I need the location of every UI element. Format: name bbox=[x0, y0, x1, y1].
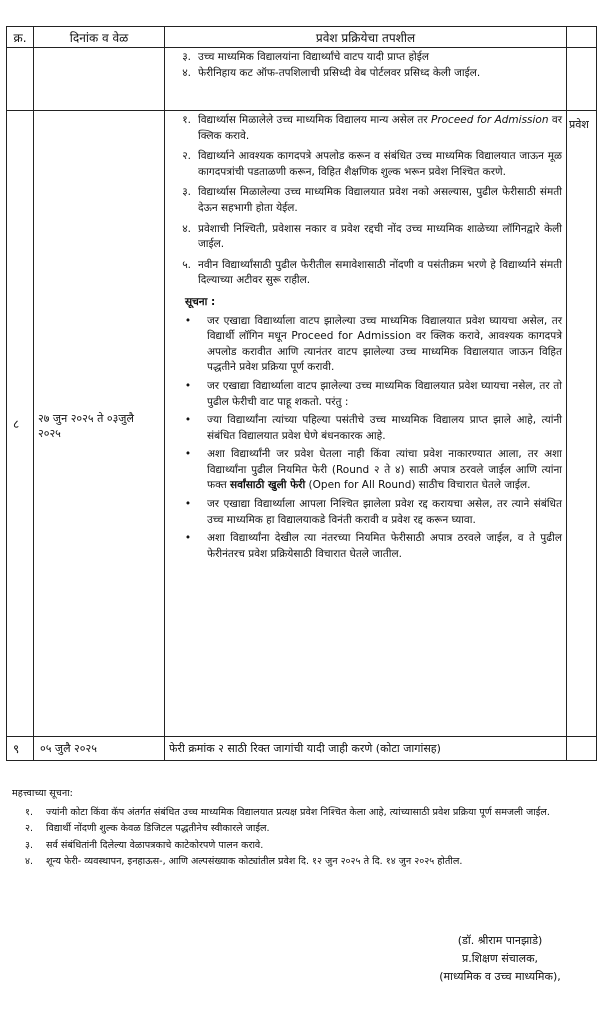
bullet-item: • ज्या विद्यार्थ्यांना त्यांच्या पहिल्या पसंतीचे उच्च माध्यमिक विद्यालय प्राप्त झाले आहे, त्यांनी संबंधित विद्यालयात प्रवेश घेणे बंधनकारक आहे. bbox=[169, 413, 566, 444]
important-notes bbox=[12, 786, 592, 871]
bullet-item: • जर एखाद्या विद्यार्थ्याला आपला निश्चित झालेला प्रवेश रद्द करायचा असेल, तर त्याने संबंधित उच्च माध्यमिक हा विद्यालयाकडे विनंती करावी व प्रवेश रद्द करून घ्यावा. bbox=[169, 497, 566, 528]
signatory-designation: प्र.शिक्षण संचालक, bbox=[461, 952, 539, 965]
header-details: प्रवेश प्रक्रियेचा तपशील bbox=[165, 27, 567, 48]
prev-extra-cell bbox=[567, 48, 597, 111]
list-item: ४. फेरीनिहाय कट ऑफ-तपशिलाची प्रसिध्दी वेब पोर्टलवर प्रसिध्द केली जाईल. bbox=[182, 66, 481, 79]
list-item: ३. उच्च माध्यमिक विद्यालयांना विद्यार्थ्यांचे वाटप यादी प्राप्त होईल bbox=[182, 51, 430, 63]
notes-title: महत्त्वाच्या सूचना: bbox=[12, 788, 73, 799]
bullet-item: • अशा विद्यार्थ्यांनी जर प्रवेश घेतला नाही किंवा त्यांचा प्रवेश नाकारण्यात आला, तर अशा विद्यार्थ्यांना पुढील नियमित फेरी (Round २ ते ४) साठी अपात्र ठरवले जाईल आणि त्यांना फक्त सर्वांसाठी खुली फेरी (Open for All Round) साठीच विचारात घेतले जाईल. bbox=[169, 447, 566, 494]
row9-extra bbox=[567, 737, 597, 761]
header-sr: क्र. bbox=[7, 27, 34, 48]
list-item: ५. नवीन विद्यार्थ्यांसाठी पुढील फेरीतील समावेशासाठी नोंदणी व पसंतीक्रम भरणे हे विद्यार्थ्याने संमती दिल्याच्या अटीवर सुरू राहील. bbox=[182, 258, 562, 287]
notes-label: सूचना : bbox=[185, 295, 216, 308]
signatory-name: (डॉ. श्रीराम पानझाडे) bbox=[457, 934, 543, 947]
row9-details: फेरी क्रमांक २ साठी रिक्त जागांची यादी जाही करणे (कोटा जागांसह) bbox=[165, 737, 567, 761]
list-item: १. ज्यांनी कोटा किंवा कॅप अंतर्गत संबंधित उच्च माध्यमिक विद्यालयात प्रत्यक्ष प्रवेश निश्चित केला आहे, त्यांच्यासाठी प्रवेश प्रक्रिया पूर्ण समजली जाईल. bbox=[24, 806, 550, 818]
bullet-icon: • bbox=[184, 414, 192, 427]
table-row-9 bbox=[7, 737, 597, 761]
list-item: ४. शून्य फेरी- व्यवस्थापन, इनहाऊस-, आणि अल्पसंख्याक कोट्यांतील प्रवेश दि. १२ जुन २०२५ ते दि. १४ जुन २०२५ होतील. bbox=[24, 856, 463, 867]
bullet-item: • जर एखाद्या विद्यार्थ्याला वाटप झालेल्या उच्च माध्यमिक विद्यालयात प्रवेश घ्यायचा नसेल, तर तो पुढील फेरीची वाट पाहू शकतो. परंतु : bbox=[169, 379, 566, 410]
list-item: ४. प्रवेशाची निश्चिती, प्रवेशास नकार व प्रवेश रद्दची नोंद उच्च माध्यमिक शाळेच्या लॉगिनद्वारे केली जाईल. bbox=[182, 222, 562, 251]
prev-details-cell bbox=[165, 48, 567, 111]
header-extra bbox=[567, 27, 597, 48]
list-item: २. विद्यार्थी नोंदणी शुल्क केवळ डिजिटल पद्धतीनेच स्वीकारले जाईल. bbox=[24, 823, 270, 834]
table-row-8 bbox=[7, 111, 597, 737]
signature-block bbox=[400, 932, 600, 986]
list-item: ३. विद्यार्थ्यास मिळालेल्या उच्च माध्यमिक विद्यालयात प्रवेश नको असल्यास, पुढील फेरीसाठी संमती देऊन सहभागी होता येईल. bbox=[182, 186, 562, 214]
header-date: दिनांक व वेळ bbox=[34, 27, 165, 48]
row8-date: २७ जुन २०२५ ते ०३जुलै २०२५ bbox=[34, 111, 165, 737]
prev-date-cell bbox=[34, 48, 165, 111]
list-item: ३. सर्व संबंधितांनी दिलेल्या वेळापत्रकाचे काटेकोरपणे पालन करावे. bbox=[24, 839, 264, 851]
bullet-icon: • bbox=[184, 314, 192, 327]
bullet-icon: • bbox=[184, 379, 192, 392]
bullet-item: • अशा विद्यार्थ्यांना देखील त्या नंतरच्या नियमित फेरीसाठी अपात्र ठरवले जाईल, व ते पुढील फेरीनंतरच प्रवेश प्रक्रियेसाठी विचारात घेतले जातील. bbox=[169, 531, 566, 562]
list-item: १. विद्यार्थ्यास मिळालेले उच्च माध्यमिक विद्यालय मान्य असेल तर Proceed for Admission वर क्लिक करावे. bbox=[182, 114, 563, 142]
table-row-previous bbox=[7, 48, 597, 111]
row9-sr: ९ bbox=[7, 737, 34, 761]
list-item: २. विद्यार्थ्याने आवश्यक कागदपत्रे अपलोड करून व संबंधित उच्च माध्यमिक विद्यालयात जाऊन मूळ कागदपत्रांची पडताळणी करून, विहित शैक्षणिक शुल्क भरून प्रवेश निश्चित करणे. bbox=[182, 150, 562, 178]
bullet-item: • जर एखाद्या विद्यार्थ्याला वाटप झालेल्या उच्च माध्यमिक विद्यालयात प्रवेश घ्यायचा असेल, तर विद्यार्थी लॉगिन मधून Proceed for Admission वर क्लिक करावे, आवश्यक कागदपत्रे अपलोड करावीत आणि त्यानंतर वाटप झालेल्या उच्च माध्यमिक विद्यालयात जाऊन विहित पद्धतीने प्रवेश प्रक्रिया पूर्ण करावी. bbox=[169, 314, 566, 376]
row8-right: प्रवेश bbox=[567, 111, 597, 737]
table-header-row bbox=[7, 27, 597, 48]
signatory-department: (माध्यमिक व उच्च माध्यमिक), bbox=[439, 970, 561, 983]
schedule-table bbox=[6, 26, 597, 761]
bullet-icon: • bbox=[184, 532, 192, 545]
row9-date: ०५ जुलै २०२५ bbox=[34, 737, 165, 761]
row8-sr: ८ bbox=[7, 111, 34, 737]
bullet-icon: • bbox=[184, 448, 192, 461]
prev-sr-cell bbox=[7, 48, 34, 111]
bullet-icon: • bbox=[184, 498, 192, 511]
row8-details bbox=[165, 111, 567, 737]
